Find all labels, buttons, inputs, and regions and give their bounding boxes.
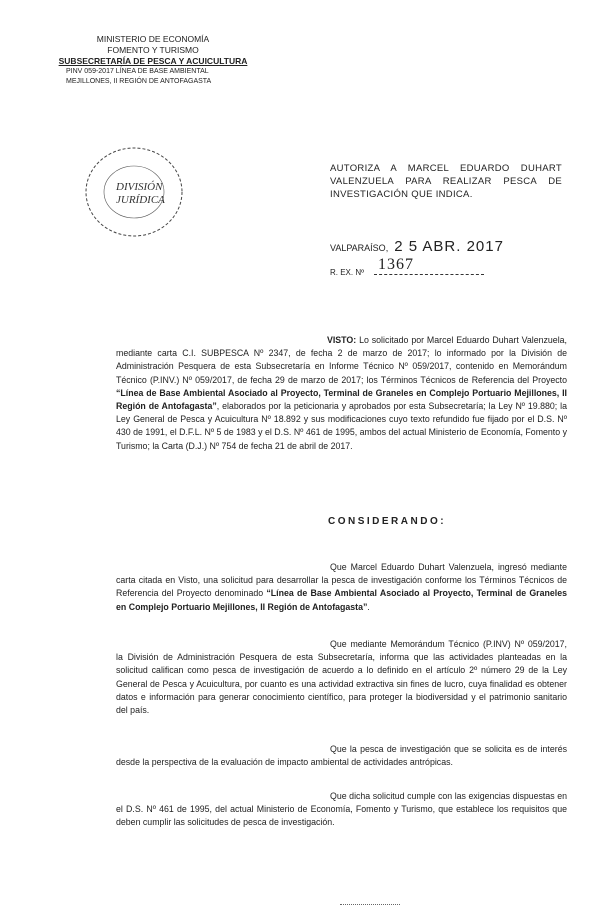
resolution-subject: AUTORIZA A MARCEL EDUARDO DUHART VALENZUELA PARA REALIZAR PESCA DE INVESTIGACIÓN QUE INDICA. (330, 163, 562, 200)
visto-text-2: , elaborados por la peticionaria y aprobados por esta Subsecretaría; la Ley Nº 19.880; la Ley General de Pesca y Acuicultura Nº 18.892 y sus modificaciones cuyo texto refundido fue fijado por el D.S. Nº 430 de 1991, el D.F.L. Nº 5 de 1983 y el D.S. Nº 461 de 1995, ambos del actual Ministerio de Economía, Fomento y Turismo; la Carta (D.J.) Nº 754 de fecha 21 de abril de 2017. (116, 401, 567, 451)
visto-text-1: Lo solicitado por Marcel Eduardo Duhart Valenzuela, mediante carta C.I. SUBPESCA Nº 2347, de fecha 2 de marzo de 2017; lo informado por la División de Administración Pesquera de esta Subsecretaría en Informe Técnico Nº 059/2017, contenido en Memorándum Técnico (P.INV.) Nº 059/2017, de fecha 29 de marzo de 2017; los Términos Técnicos de Referencia del Proyecto (116, 335, 567, 385)
date-city: VALPARAÍSO, (330, 243, 389, 253)
header-region: MEJILLONES, II REGIÓN DE ANTOFAGASTA (66, 78, 212, 85)
rex-label: R. EX. Nº (330, 268, 365, 277)
visto-label: VISTO: (327, 335, 357, 345)
c1-text-a: Que Marcel Eduardo Duhart Valenzuela, ingresó mediante carta citada en Visto, una solicitud para desarrollar la pesca de investigación conforme los Términos Técnicos de Referencia del Proyecto denominado (116, 562, 567, 599)
ministry-header (58, 34, 248, 87)
resolution-date (330, 238, 504, 255)
header-ref: PINV 059-2017 LÍNEA DE BASE AMBIENTAL (66, 68, 209, 75)
header-subsecretaria: SUBSECRETARÍA DE PESCA Y ACUICULTURA (58, 56, 248, 66)
considerando-1 (116, 561, 567, 614)
header-ministry-2: FOMENTO Y TURISMO (107, 45, 199, 55)
considerando-4 (116, 790, 567, 830)
header-ministry: MINISTERIO DE ECONOMÍA (96, 34, 210, 44)
c1-text-c: . (367, 601, 370, 612)
date-value: 2 5 ABR. 2017 (394, 238, 504, 255)
rex-number: 1367 (378, 256, 415, 273)
c2-text: Que mediante Memorándum Técnico (P.INV) Nº 059/2017, la División de Administración Pesquera de esta Subsecretaría, informa que las actividades planteadas en la solicitud califican como pesca de investigación de acuerdo a lo definido en el artículo 2º número 29 de la Ley General de Pesca y Acuicultura, por cuanto es una actividad extractiva sin fines de lucro, cuya finalidad es obtener datos e información para generar conocimiento científico, para proteger la biodiversidad y el patrimonio sanitario del país. (116, 639, 567, 716)
considerando-3 (116, 743, 567, 769)
stamp-division-text: DIVISIÓN (116, 181, 163, 193)
considerando-2 (116, 638, 567, 717)
stamp-juridica-text: JURÍDICA (116, 194, 165, 206)
c3-text: Que la pesca de investigación que se solicita es de interés desde la perspectiva de la evaluación de impacto ambiental de actividades antrópicas. (116, 744, 567, 768)
visto-paragraph (116, 334, 567, 453)
c4-text: Que dicha solicitud cumple con las exigencias dispuestas en el D.S. Nº 461 de 1995, del actual Ministerio de Economía, Fomento y Turismo, que establece los requisitos que deben cumplir las solicitudes de pesca de investigación. (116, 791, 567, 828)
considerando-heading: CONSIDERANDO: (328, 516, 447, 527)
c1-project-name: “Línea de Base Ambiental Asociado al Proyecto, Terminal de Graneles en Complejo Portuario Mejillones, II Región de Antofagasta” (116, 588, 567, 612)
visto-project-name: “Línea de Base Ambiental Asociado al Proyecto, Terminal de Graneles en Complejo Portuario Mejillones, II Región de Antofagasta” (116, 387, 567, 412)
footer-mark (340, 904, 400, 905)
division-juridica-stamp (80, 142, 188, 242)
resolution-number (330, 256, 524, 280)
